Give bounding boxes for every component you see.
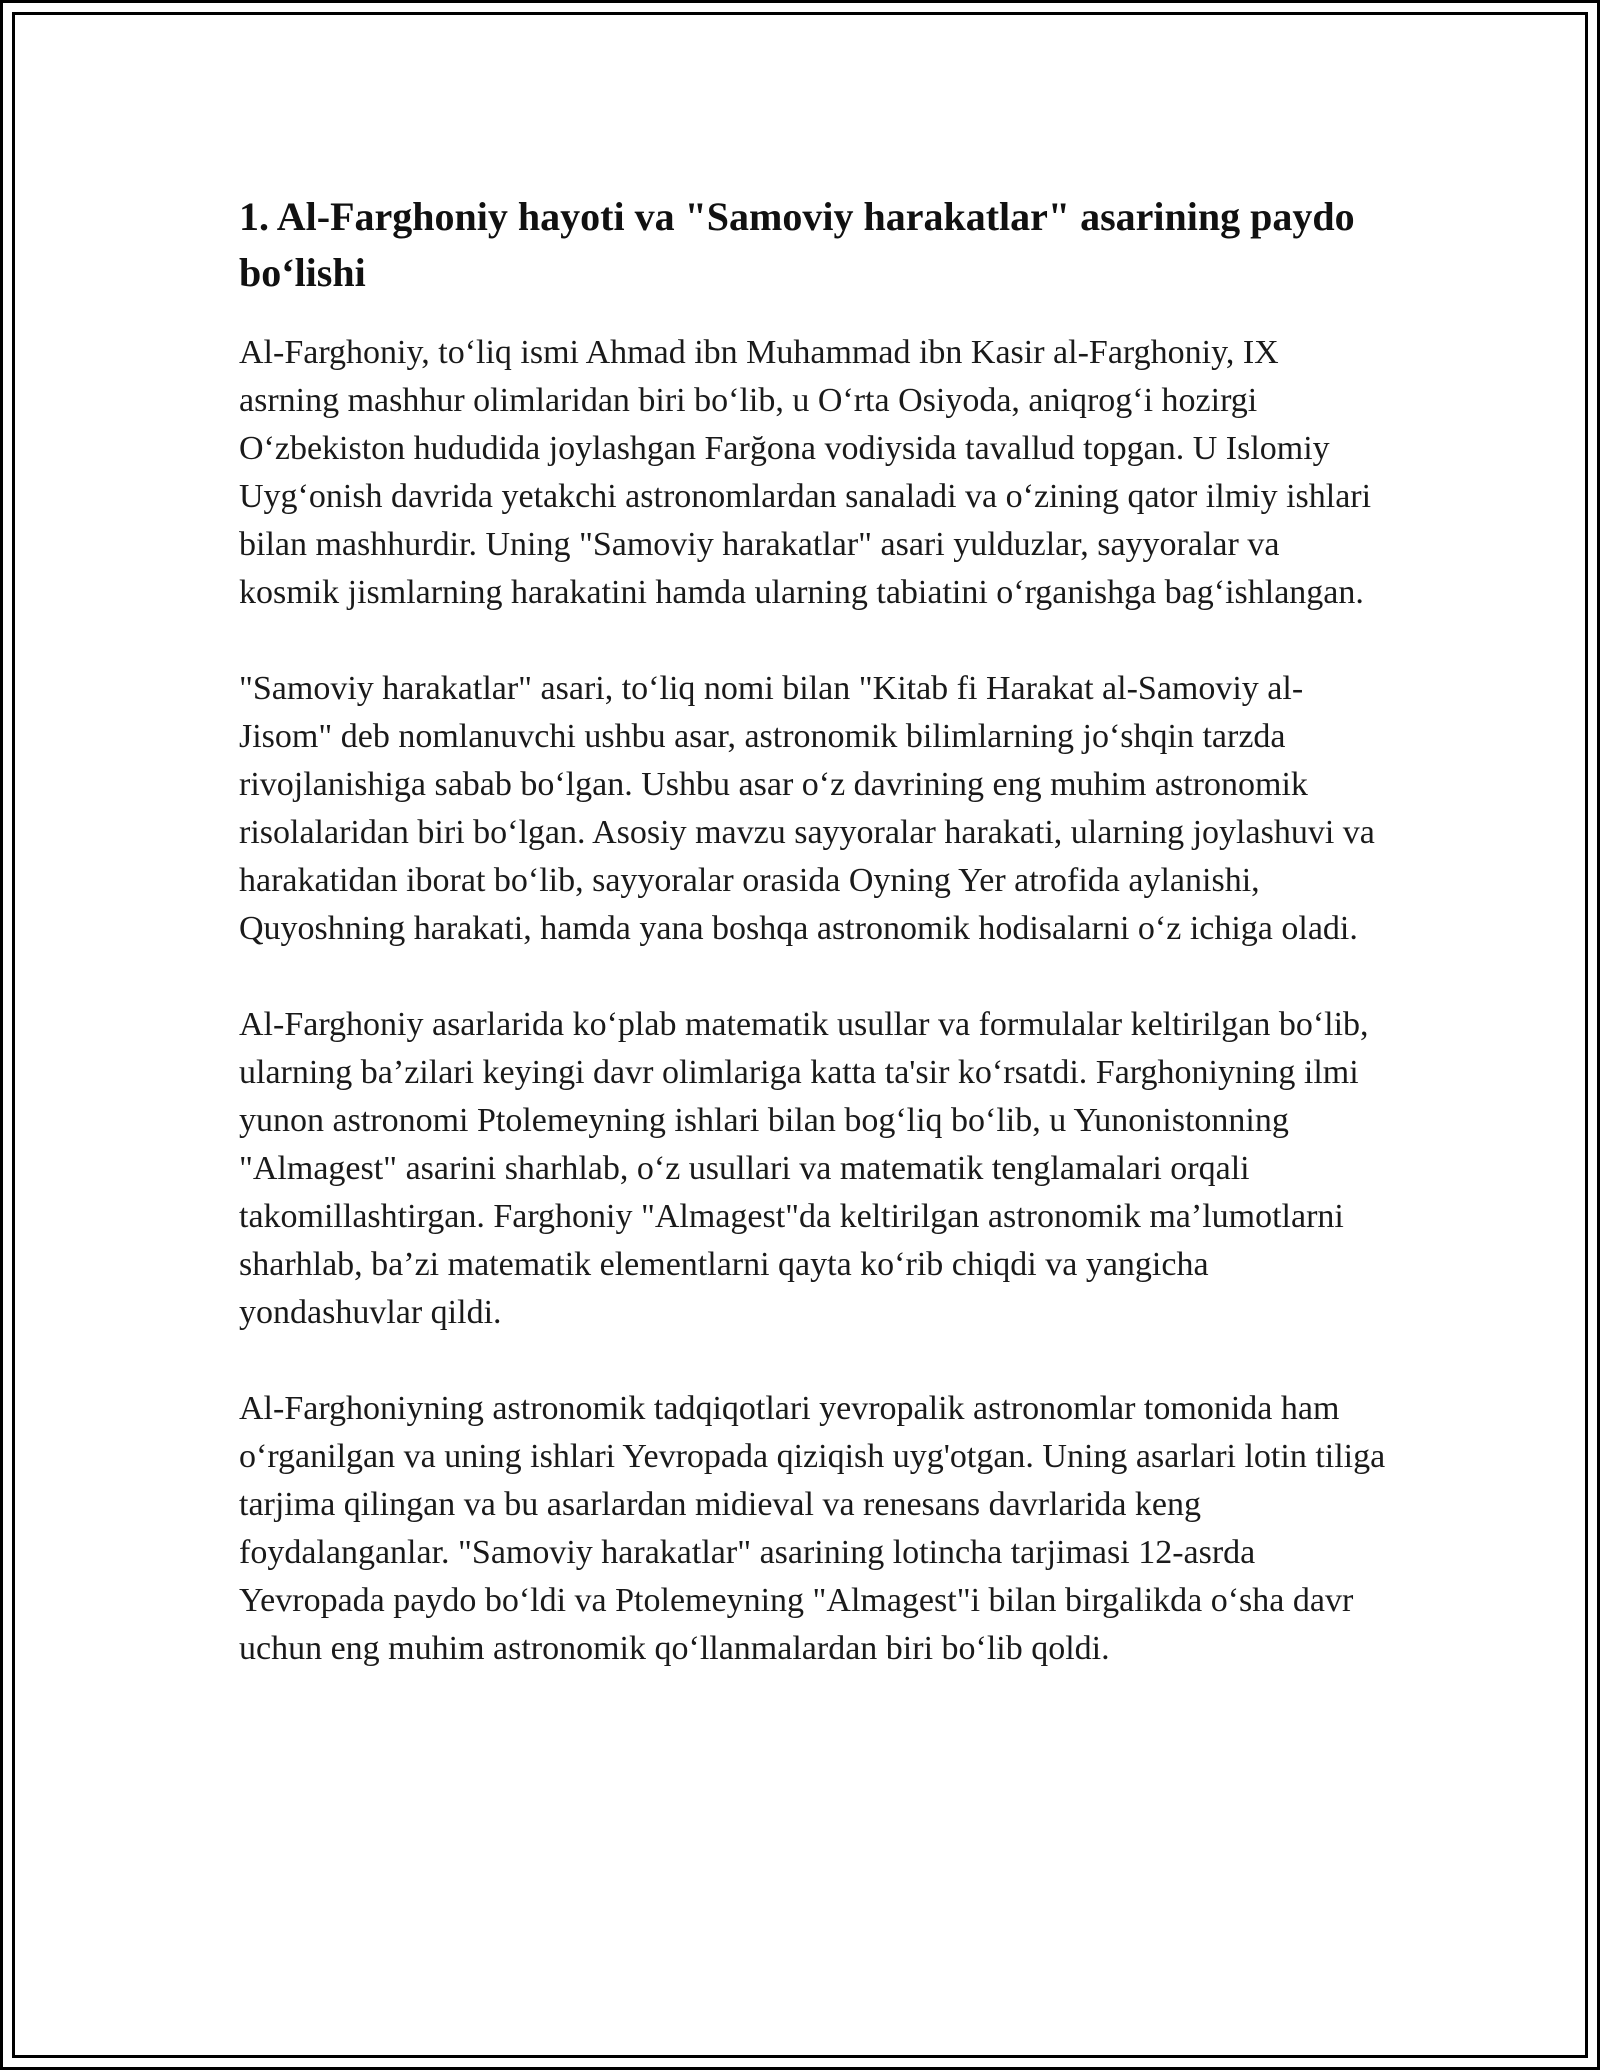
paragraph-european-influence: Al-Farghoniyning astronomik tadqiqotlari yevropalik astronomlar tomonida ham o‘rganilgan va uning ishlari Yevropada qiziqish uyg'otgan. Uning asarlari lotin tiliga tarjima qilingan va bu asarlardan midieval va renesans davrlarida keng foydalanganlar. "Samoviy harakatlar" asarining lotincha tarjimasi 12-asrda Yevropada paydo bo‘ldi va Ptolemeyning "Almagest"i bilan birgalikda o‘sha davr uchun eng muhim astronomik qo‘llanmalardan biri bo‘lib qoldi. xyxy=(239,1390,1386,1667)
section-heading: 1. Al-Farghoniy hayoti va "Samoviy harakatlar" asarining paydo bo‘lishi xyxy=(239,194,1355,295)
document-content xyxy=(239,189,1387,1721)
paragraph-work-description: "Samoviy harakatlar" asari, to‘liq nomi bilan "Kitab fi Harakat al-Samoviy al-Jisom" deb nomlanuvchi ushbu asar, astronomik bilimlarning jo‘shqin tarzda rivojlanishiga sabab bo‘lgan. Ushbu asar o‘z davrining eng muhim astronomik risolalaridan biri bo‘lgan. Asosiy mavzu sayyoralar harakati, ularning joylashuvi va harakatidan iborat bo‘lib, sayyoralar orasida Oyning Yer atrofida aylanishi, Quyoshning harakati, hamda yana boshqa astronomik hodisalarni o‘z ichiga oladi. xyxy=(239,670,1375,947)
paragraph-biography: Al-Farghoniy, to‘liq ismi Ahmad ibn Muhammad ibn Kasir al-Farghoniy, IX asrning mashhur olimlaridan biri bo‘lib, u O‘rta Osiyoda, aniqrog‘i hozirgi O‘zbekiston hududida joylashgan Farğona vodiysida tavallud topgan. U Islomiy Uyg‘onish davrida yetakchi astronomlardan sanaladi va o‘zining qator ilmiy ishlari bilan mashhurdir. Uning "Samoviy harakatlar" asari yulduzlar, sayyoralar va kosmik jismlarning harakatini hamda ularning tabiatini o‘rganishga bag‘ishlangan. xyxy=(239,334,1372,611)
paragraph-mathematical-methods: Al-Farghoniy asarlarida ko‘plab matematik usullar va formulalar keltirilgan bo‘lib, ularning ba’zilari keyingi davr olimlariga katta ta'sir ko‘rsatdi. Farghoniyning ilmi yunon astronomi Ptolemeyning ishlari bilan bog‘liq bo‘lib, u Yunonistonning "Almagest" asarini sharhlab, o‘z usullari va matematik tenglamalari orqali takomillashtirgan. Farghoniy "Almagest"da keltirilgan astronomik ma’lumotlarni sharhlab, ba’zi matematik elementlarni qayta ko‘rib chiqdi va yangicha yondashuvlar qildi. xyxy=(239,1006,1369,1331)
